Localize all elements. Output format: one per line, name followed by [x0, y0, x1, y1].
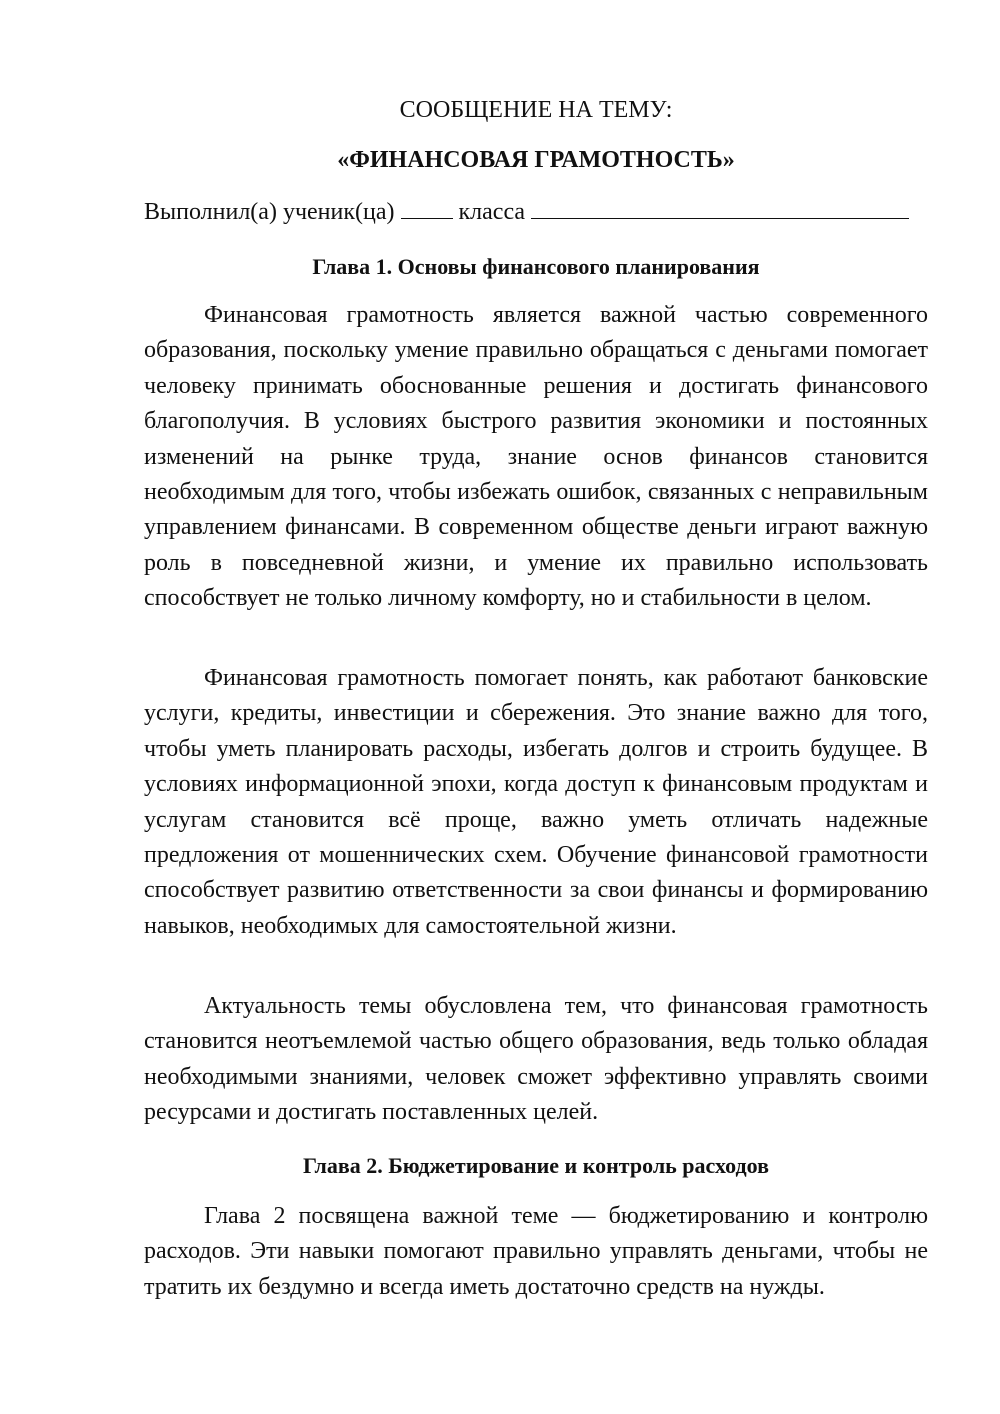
- grade-blank-field: [401, 198, 453, 219]
- chapter-2-paragraph-1: Глава 2 посвящена важной теме — бюджетированию и контролю расходов. Эти навыки помогают правильно управлять деньгами, чтобы не тратить их бездумно и всегда иметь достаточно средств на нужды.: [144, 1203, 928, 1300]
- document-title-line1: СООБЩЕНИЕ НА ТЕМУ:: [399, 97, 673, 123]
- chapter-1-paragraph-2: Финансовая грамотность помогает понять, как работают банковские услуги, кредиты, инвестиции и сбережения. Это знание важно для того, чтобы уметь планировать расходы, избегать долгов и строить будущее. В условиях информационной эпохи, когда доступ к финансовым продуктам и услугам становится всё проще, важно уметь отличать надежные предложения от мошеннических схем. Обучение финансовой грамотности способствует развитию ответственности за свои финансы и формированию навыков, необходимых для самостоятельной жизни.: [144, 665, 928, 939]
- author-prefix: Выполнил(а) ученик(ца): [144, 199, 395, 225]
- chapter-1-title: Глава 1. Основы финансового планирования: [312, 254, 760, 279]
- document-title-topic: «ФИНАНСОВАЯ ГРАМОТНОСТЬ»: [337, 147, 735, 173]
- chapter-1-paragraph-1: Финансовая грамотность является важной частью современного образования, поскольку умение правильно обращаться с деньгами помогает человеку принимать обоснованные решения и достигать финансового благополучия. В условиях быстрого развития экономики и постоянных изменений на рынке труда, знание основ финансов становится необходимым для того, чтобы избежать ошибок, связанных с неправильным управлением финансами. В современном обществе деньги играют важную роль в повседневной жизни, и умение их правильно использовать способствует не только личному комфорту, но и стабильности в целом.: [144, 302, 928, 612]
- chapter-2-title: Глава 2. Бюджетирование и контроль расходов: [303, 1153, 769, 1178]
- class-label: класса: [458, 199, 526, 225]
- author-line: [144, 194, 928, 230]
- name-blank-field: [531, 198, 909, 219]
- chapter-1-paragraph-3: Актуальность темы обусловлена тем, что финансовая грамотность становится неотъемлемой частью общего образования, ведь только обладая необходимыми знаниями, человек сможет эффективно управлять своими ресурсами и достигать поставленных целей.: [144, 993, 928, 1126]
